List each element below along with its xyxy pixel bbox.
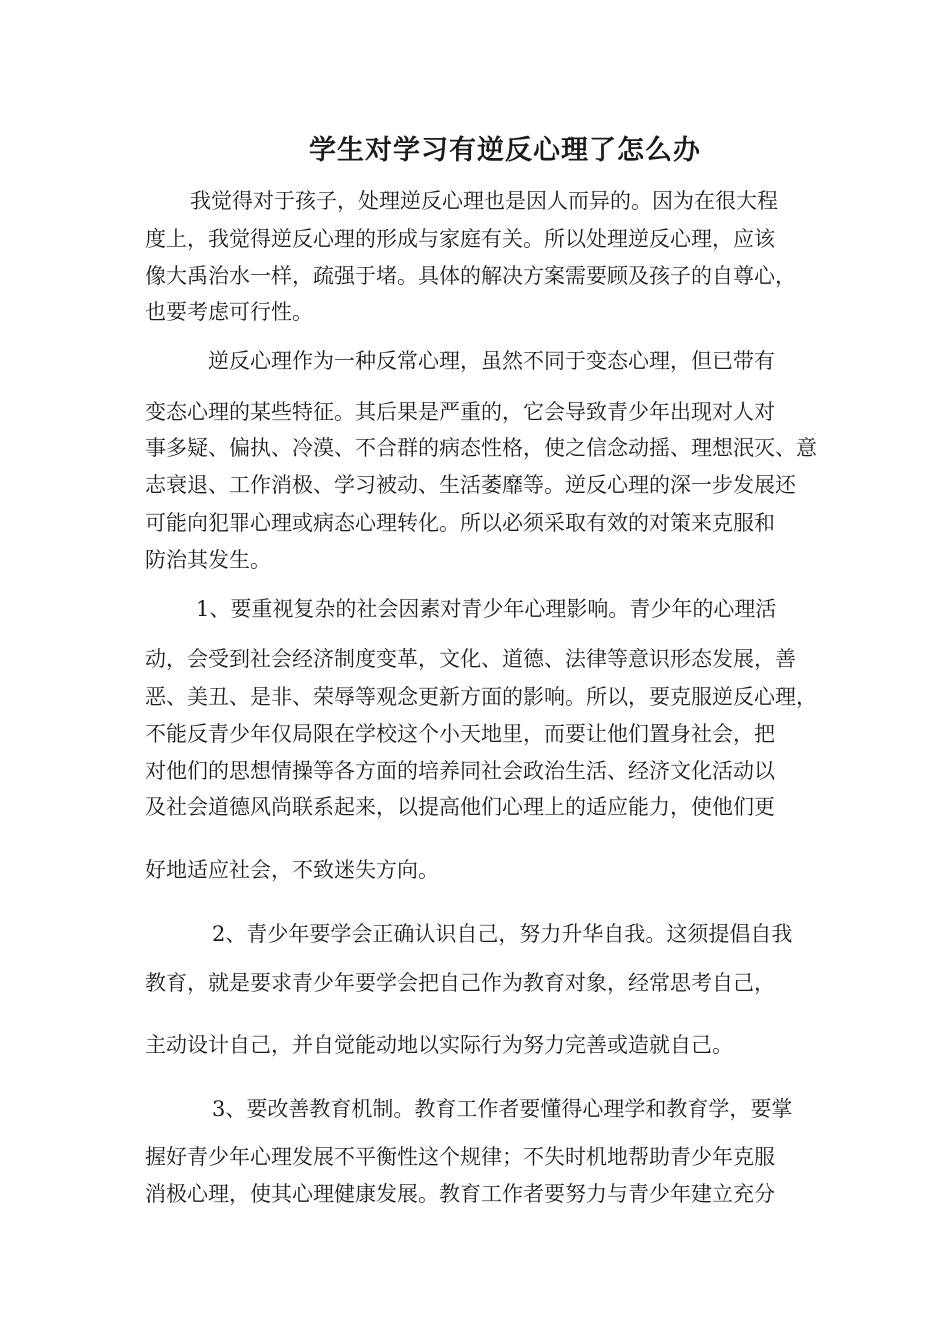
text-line: 握好青少年心理发展不平衡性这个规律；不失时机地帮助青少年克服 [145,1145,775,1169]
text-line: 好地适应社会，不致迷失方向。 [145,858,439,882]
text-line: 2、青少年要学会正确认识自己，努力升华自我。这须提倡自我 [212,922,793,946]
text-line: 恶、美丑、是非、荣辱等观念更新方面的影响。所以，要克服逆反心理， [145,685,817,709]
text-line: 不能反青少年仅局限在学校这个小天地里，而要让他们置身社会，把 [145,722,775,746]
text-line: 3、要改善教育机制。教育工作者要懂得心理学和教育学，要掌 [212,1097,793,1121]
text-line: 对他们的思想情操等各方面的培养同社会政治生活、经济文化活动以 [145,759,775,783]
text-line: 度上，我觉得逆反心理的形成与家庭有关。所以处理逆反心理，应该 [145,227,775,251]
text-line: 志衰退、工作消极、学习被动、生活萎靡等。逆反心理的深一步发展还 [145,473,796,497]
text-line: 逆反心理作为一种反常心理，虽然不同于变态心理，但已带有 [208,349,775,373]
text-line: 教育，就是要求青少年要学会把自己作为教育对象，经常思考自己， [145,971,775,995]
text-line: 防治其发生。 [145,548,271,572]
text-line: 可能向犯罪心理或病态心理转化。所以必须采取有效的对策来克服和 [145,511,775,535]
text-line: 我觉得对于孩子，处理逆反心理也是因人而异的。因为在很大程 [190,189,778,213]
text-line: 1、要重视复杂的社会因素对青少年心理影响。青少年的心理活 [196,597,777,621]
text-line: 主动设计自己，并自觉能动地以实际行为努力完善或造就自己。 [145,1033,733,1057]
document-title: 学生对学习有逆反心理了怎么办 [309,135,701,166]
text-line: 事多疑、偏执、冷漠、不合群的病态性格，使之信念动摇、理想泯灭、意 [145,436,817,460]
text-line: 消极心理，使其心理健康发展。教育工作者要努力与青少年建立充分 [145,1182,775,1206]
text-line: 动，会受到社会经济制度变革，文化、道德、法律等意识形态发展，善 [145,647,796,671]
text-line: 及社会道德风尚联系起来，以提高他们心理上的适应能力，使他们更 [145,795,775,819]
text-line: 像大禹治水一样，疏强于堵。具体的解决方案需要顾及孩子的自尊心， [145,264,796,288]
text-line: 也要考虑可行性。 [145,300,313,324]
text-line: 变态心理的某些特征。其后果是严重的，它会导致青少年出现对人对 [145,400,775,424]
